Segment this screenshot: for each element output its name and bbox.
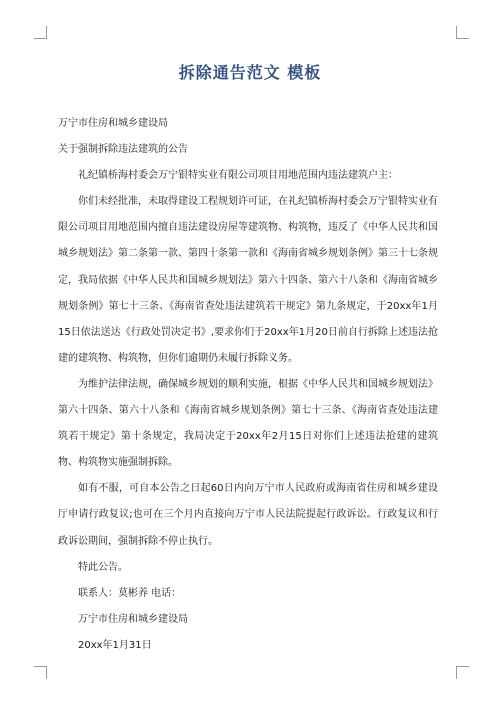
- document-body: [58, 111, 438, 659]
- paragraph-closing: 特此公告。: [78, 561, 128, 573]
- paragraph-appeal: 如有不服，可自本公告之日起60日内向万宁市人民政府或海南省住房和城乡建设厅申请行政复议;也可在三个月内直接向万宁市人民法院提起行政诉讼。行政复议和行政诉讼期间，强制拆除不停止执行。: [58, 483, 438, 547]
- date-line: 20xx年1月31日: [78, 639, 152, 651]
- crop-mark-bottom-left: [34, 666, 47, 679]
- crop-mark-bottom-right: [456, 666, 469, 679]
- contact-line: 联系人：莫彬养 电话：: [78, 587, 182, 599]
- addressee-line: 礼纪镇桥海村委会万宁银特实业有限公司项目用地范围内违法建筑户主：: [78, 170, 398, 182]
- paragraph-violation: 你们未经批准，未取得建设工程规划许可证，在礼纪镇桥海村委会万宁银特实业有限公司项目用地范围内擅自违法建设房屋等建筑物、构筑物，违反了《中华人民共和国城乡规划法》第二条第一款、第四十条第一款和《海南省城乡规划条例》第三十七条规定，我局依据《中华人民共和国城乡规划法》第六十四条、第六十八条和《海南省城乡规划条例》第七十三条、《海南省查处违法建筑若干规定》第九条规定，于20xx年1月15日依法送达《行政处罚决定书》,要求你们于20xx年1月20日前自行拆除上述违法抢建的建筑物、构筑物，但你们逾期仍未履行拆除义务。: [58, 196, 438, 364]
- paragraph-enforcement: 为维护法律法规，确保城乡规划的顺利实施，根据《中华人民共和国城乡规划法》第六十四条、第六十八条和《海南省城乡规划条例》第七十三条、《海南省查处违法建筑若干规定》第十条规定，我局决定于20xx年2月15日对你们上述违法抢建的建筑物、构筑物实施强制拆除。: [58, 378, 438, 469]
- signature-line: 万宁市住房和城乡建设局: [78, 613, 188, 625]
- document-title: 拆除通告范文 模板: [178, 63, 322, 82]
- subject-line: 关于强制拆除违法建筑的公告: [58, 144, 188, 156]
- crop-mark-top-left: [34, 26, 47, 39]
- issuer-line: 万宁市住房和城乡建设局: [58, 118, 168, 129]
- crop-mark-top-right: [456, 26, 469, 39]
